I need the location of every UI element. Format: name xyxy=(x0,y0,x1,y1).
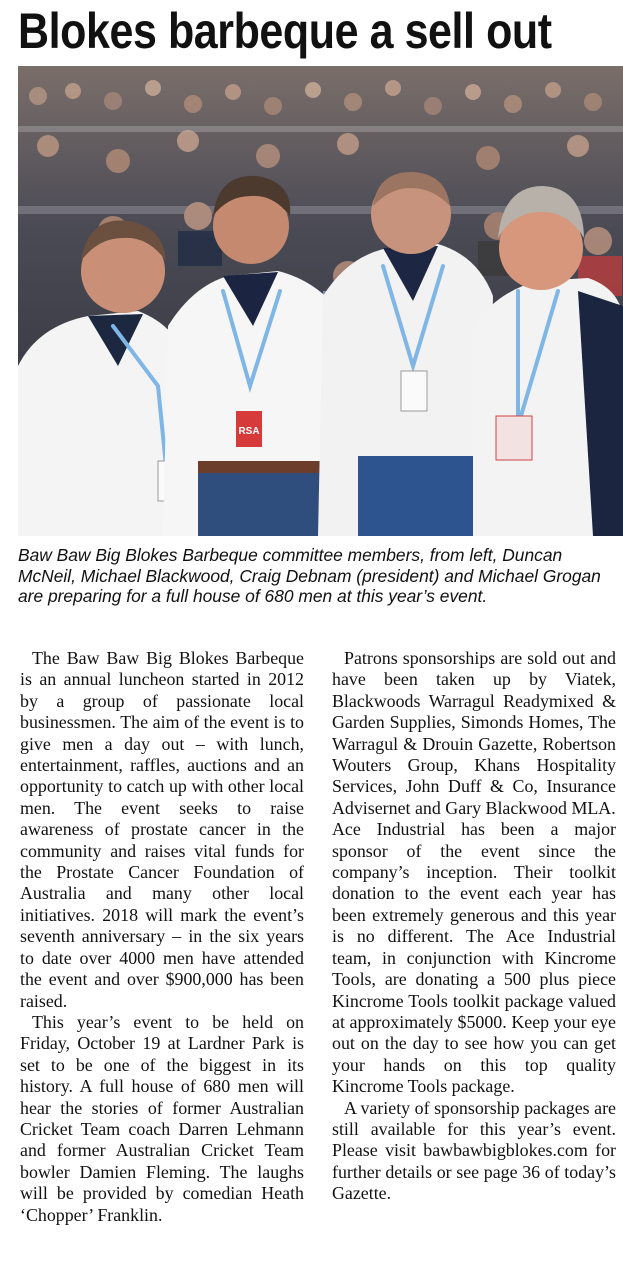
photo-illustration xyxy=(18,66,623,536)
paragraph: Ace Industrial has been a major sponsor of the event since the company’s inception. Their toolkit donation to the event each year has been extremely generous and this year is no different. The Ace Industrial team, in conjunction with Kincrome Tools, are donating a 500 plus piece Kincrome Tools toolkit package valued at approximately $5000. Keep your eye out on the day to see how you can get your hands on this top quality Kincrome Tools package. xyxy=(332,819,616,1097)
rsa-badge-text: RSA xyxy=(238,426,260,437)
paragraph: Patrons sponsorships are sold out and have been taken up by Viatek, Blackwoods Warragul Readymixed & Garden Supplies, Simonds Homes, The Warragul & Drouin Gazette, Robertson Wouters Group, Khans Hospitality Services, John Duff & Co, Insurance Advisernet and Gary Blackwood MLA. xyxy=(332,648,616,818)
paragraph: A variety of sponsorship packages are still available for this year’s event. Please visit bawbawbigblokes.com for further details or see page 36 of today’s Gazette. xyxy=(332,1097,616,1204)
article-photo xyxy=(18,66,623,536)
photo-caption: Baw Baw Big Blokes Barbeque committee members, from left, Duncan McNeil, Michael Blackwood, Craig Debnam (president) and Michael Grogan are preparing for a full house of 680 men at this year’s event. xyxy=(18,545,601,606)
article-column-right xyxy=(332,648,616,1205)
paragraph: This year’s event to be held on Friday, October 19 at Lardner Park is set to be one of the biggest in its history. A full house of 680 men will hear the stories of former Australian Cricket Team coach Darren Lehmann and former Australian Cricket Team bowler Damien Fleming. The laughs will be provided by comedian Heath ‘Chopper’ Franklin. xyxy=(20,1011,304,1225)
article-column-left xyxy=(20,648,304,1226)
paragraph: The Baw Baw Big Blokes Barbeque is an annual luncheon started in 2012 by a group of passionate local businessmen. The aim of the event is to give men a day out – with lunch, entertainment, raffles, auctions and an opportunity to catch up with other local men. The event seeks to raise awareness of prostate cancer in the community and raises vital funds for the Prostate Cancer Foundation of Australia and many other local initiatives. 2018 will mark the event’s seventh anniversary – in the six years to date over 4000 men have attended the event and over $900,000 has been raised. xyxy=(20,648,304,1011)
headline: Blokes barbeque a sell out xyxy=(18,3,552,59)
